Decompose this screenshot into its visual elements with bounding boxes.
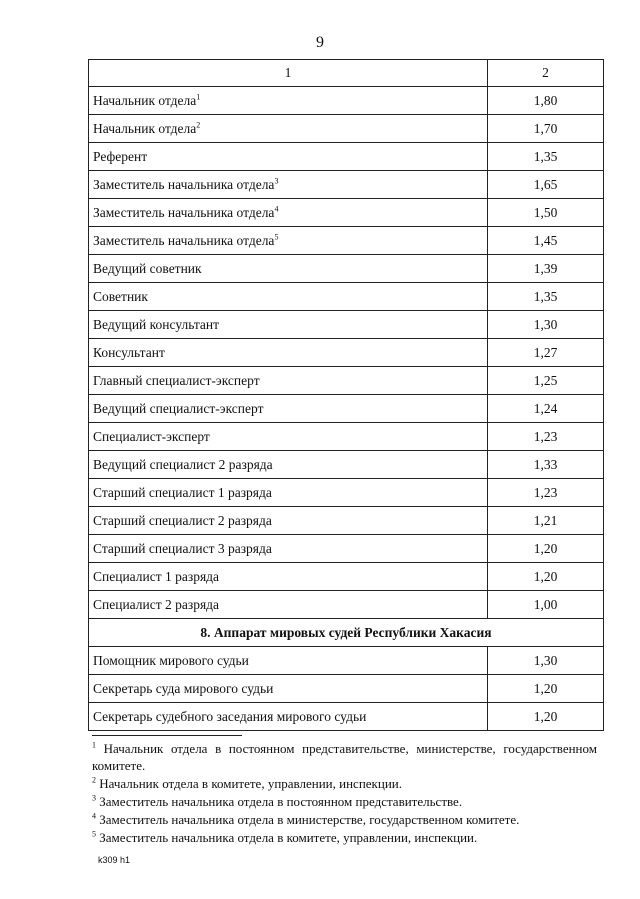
table-row [89,171,604,199]
coefficient-cell: 1,30 [488,647,604,675]
position-cell [89,115,488,143]
position-name: Начальник отдела [93,92,197,108]
coefficient-cell: 1,00 [488,591,604,619]
footnote-marker: 2 [196,120,201,129]
position-cell [89,311,488,339]
position-cell [89,171,488,199]
coefficient-cell: 1,23 [488,479,604,507]
position-name: Референт [93,148,148,164]
position-name: Ведущий специалист 2 разряда [93,456,273,472]
table-row [89,339,604,367]
table-row [89,311,604,339]
position-name: Заместитель начальника отдела [93,232,275,248]
position-cell [89,423,488,451]
coefficient-cell: 1,70 [488,115,604,143]
footnote-number: 3 [92,793,96,803]
footnote-text: Заместитель начальника отдела в министерстве, государственном комитете. [96,812,520,827]
header-col-1: 1 [89,60,488,87]
position-cell [89,451,488,479]
footnote-text: Начальник отдела в комитете, управлении, инспекции. [96,776,402,791]
position-cell [89,675,488,703]
table-row [89,507,604,535]
table-row [89,535,604,563]
table-row [89,703,604,731]
position-cell [89,367,488,395]
coefficient-cell: 1,25 [488,367,604,395]
position-cell [89,563,488,591]
coefficient-cell: 1,35 [488,143,604,171]
table-row [89,283,604,311]
footnote-marker: 3 [274,176,279,185]
coefficient-cell: 1,45 [488,227,604,255]
footnote [92,775,597,792]
position-name: Секретарь судебного заседания мирового судьи [93,708,367,724]
position-name: Заместитель начальника отдела [93,204,275,220]
table-row [89,87,604,115]
table-row [89,591,604,619]
table-row [89,479,604,507]
position-cell [89,283,488,311]
section-heading-row [89,619,604,647]
coefficients-table [88,59,604,731]
page-number: 9 [316,34,324,51]
position-cell [89,395,488,423]
footnote [92,829,597,846]
footnote-number: 2 [92,775,96,785]
table-row [89,395,604,423]
table-row [89,675,604,703]
position-name: Главный специалист-эксперт [93,372,260,388]
coefficient-cell: 1,20 [488,535,604,563]
position-name: Ведущий консультант [93,316,220,332]
position-name: Ведущий специалист-эксперт [93,400,264,416]
position-cell [89,647,488,675]
footnote-marker: 4 [274,204,279,213]
coefficient-cell: 1,39 [488,255,604,283]
footnote [92,793,597,810]
table-row [89,115,604,143]
table-row [89,367,604,395]
position-cell [89,87,488,115]
coefficient-cell: 1,80 [488,87,604,115]
coefficient-cell: 1,65 [488,171,604,199]
footnote-divider [92,735,242,736]
footnote-text: Заместитель начальника отдела в постоянном представительстве. [96,794,463,809]
position-name: Специалист 1 разряда [93,568,220,584]
position-cell [89,703,488,731]
position-name: Секретарь суда мирового судьи [93,680,274,696]
position-name: Помощник мирового судьи [93,652,249,668]
table-row [89,647,604,675]
position-cell [89,143,488,171]
footnote [92,811,597,828]
coefficient-cell: 1,27 [488,339,604,367]
position-name: Ведущий советник [93,260,202,276]
section-title: 8. Аппарат мировых судей Республики Хакасия [89,619,604,647]
coefficient-cell: 1,20 [488,675,604,703]
document-code: k309 h1 [98,855,131,865]
position-cell [89,255,488,283]
footnote [92,740,597,774]
table-row [89,227,604,255]
position-cell [89,535,488,563]
position-cell [89,199,488,227]
footnote-number: 1 [92,740,96,750]
position-cell [89,339,488,367]
position-cell [89,591,488,619]
position-cell [89,507,488,535]
coefficient-cell: 1,50 [488,199,604,227]
table-row [89,143,604,171]
position-name: Специалист-эксперт [93,428,210,444]
position-name: Консультант [93,344,165,360]
coefficient-cell: 1,33 [488,451,604,479]
table-row [89,563,604,591]
table-row [89,199,604,227]
footnote-marker: 1 [196,92,201,101]
coefficient-cell: 1,23 [488,423,604,451]
coefficient-cell: 1,20 [488,563,604,591]
position-name: Советник [93,288,148,304]
footnote-number: 5 [92,829,96,839]
position-name: Начальник отдела [93,120,197,136]
table-row [89,451,604,479]
table-row [89,255,604,283]
coefficient-cell: 1,30 [488,311,604,339]
coefficient-cell: 1,21 [488,507,604,535]
position-name: Старший специалист 2 разряда [93,512,272,528]
table-row [89,423,604,451]
header-col-2: 2 [488,60,604,87]
footnote-text: Заместитель начальника отдела в комитете, управлении, инспекции. [96,830,478,845]
footnote-marker: 5 [274,232,279,241]
position-name: Специалист 2 разряда [93,596,220,612]
coefficient-cell: 1,35 [488,283,604,311]
coefficient-cell: 1,20 [488,703,604,731]
footnotes [92,740,597,847]
table-header-row [89,60,604,87]
footnote-text: Начальник отдела в постоянном представительстве, министерстве, государственном комитете. [92,741,597,773]
coefficient-cell: 1,24 [488,395,604,423]
position-name: Старший специалист 3 разряда [93,540,272,556]
position-cell [89,227,488,255]
footnote-number: 4 [92,811,96,821]
position-name: Старший специалист 1 разряда [93,484,272,500]
position-name: Заместитель начальника отдела [93,176,275,192]
position-cell [89,479,488,507]
